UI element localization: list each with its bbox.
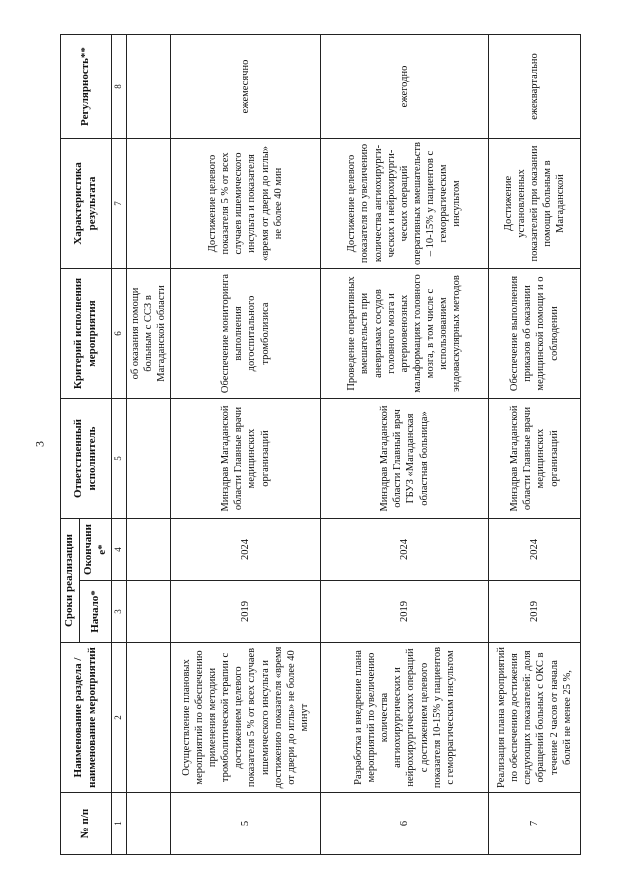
row-result: Достижение установленных показателей при оказании помощи больным в Магаданской — [488, 139, 580, 269]
row-responsible: Минздрав Магаданской области Главные врачи медицинских организаций — [170, 399, 320, 519]
row-name: Разработка и внедрение плана мероприятий по увеличению количества ангиохирургических и нейрохирургических операций с достижением целевого показателя 10-15% у пациентов с геморрагическим инсультом — [320, 643, 488, 793]
table-row — [170, 35, 320, 855]
col-number: 6 — [112, 269, 126, 399]
row-name: Реализация плана мероприятий по обеспечению достижения следующих показателей: доля обращений больных с ОКС в течение 2 часов от начала болей не менее 25 %, — [488, 643, 580, 793]
row-responsible: Минздрав Магаданской области Главные врачи медицинских организаций — [488, 399, 580, 519]
row-start: 2019 — [320, 581, 488, 643]
page-number: 3 — [32, 441, 47, 447]
col-number: 4 — [112, 519, 126, 581]
column-number-row — [112, 35, 126, 855]
col-number: 5 — [112, 399, 126, 519]
row-end: 2024 — [170, 519, 320, 581]
header-responsible: Ответственный исполнитель — [61, 399, 112, 519]
header-num: № п/п — [61, 793, 112, 855]
row-num: 5 — [170, 793, 320, 855]
header-criterion: Критерий исполнения мероприятия — [61, 269, 112, 399]
row-regularity: ежеквартально — [488, 35, 580, 139]
row-start: 2019 — [170, 581, 320, 643]
col-number: 8 — [112, 35, 126, 139]
row-num: 7 — [488, 793, 580, 855]
plan-table — [60, 34, 581, 855]
header-result: Характеристика результата — [61, 139, 112, 269]
col-number: 3 — [112, 581, 126, 643]
row-num: 6 — [320, 793, 488, 855]
header-end: Окончание* — [79, 519, 112, 581]
col-number: 1 — [112, 793, 126, 855]
row-criterion: Обеспечение выполнения приказов об оказании медицинской помощи и о соблюдении — [488, 269, 580, 399]
header-sroki: Сроки реализации — [61, 519, 80, 643]
row-responsible: Минздрав Магаданской области Главный врач ГБУЗ «Магаданская областная больница» — [320, 399, 488, 519]
row-criterion: Обеспечение мониторинга выполнения догоспитального тромболизиса — [170, 269, 320, 399]
row-end: 2024 — [320, 519, 488, 581]
row-name: Осуществление плановых мероприятий по обеспечению применения методики тромболитической терапии с достижением целевого показателя 5 % от всех случаев ишемического инсульта и достижению показателя «время от двери до иглы» не более 40 минут — [170, 643, 320, 793]
header-start: Начало* — [79, 581, 112, 643]
header-regularity: Регулярность** — [61, 35, 112, 139]
row-end: 2024 — [488, 519, 580, 581]
table-row-continuation — [126, 35, 170, 855]
table-row — [320, 35, 488, 855]
row-start: 2019 — [488, 581, 580, 643]
continuation-criterion: об оказания помощи больным с ССЗ в Магаданской области — [126, 269, 170, 399]
row-regularity: ежемесячно — [170, 35, 320, 139]
row-regularity: ежегодно — [320, 35, 488, 139]
row-result: Достижение целевого показателя по увеличению количества ангиохирурги-ческих и нейрохирурги-ческих операций оперативных вмешательств – 10-15% у пациентов с геморрагическим инсультом — [320, 139, 488, 269]
header-name: Наименование раздела /наименование мероприятий — [61, 643, 112, 793]
col-number: 7 — [112, 139, 126, 269]
col-number: 2 — [112, 643, 126, 793]
row-result: Достижение целевого показателя 5 % от всех случаев ишемического инсульта и показателя «время от двери до иглы» не более 40 мин — [170, 139, 320, 269]
table-row — [488, 35, 580, 855]
rotated-table-sheet — [60, 35, 610, 855]
row-criterion: Проведение оперативных вмешательств при аневризмах сосудов головного мозга и артериовенозных мальформациях головного мозга, в том числе с использованием эндоваскулярных методов — [320, 269, 488, 399]
header-row-1 — [61, 35, 80, 855]
